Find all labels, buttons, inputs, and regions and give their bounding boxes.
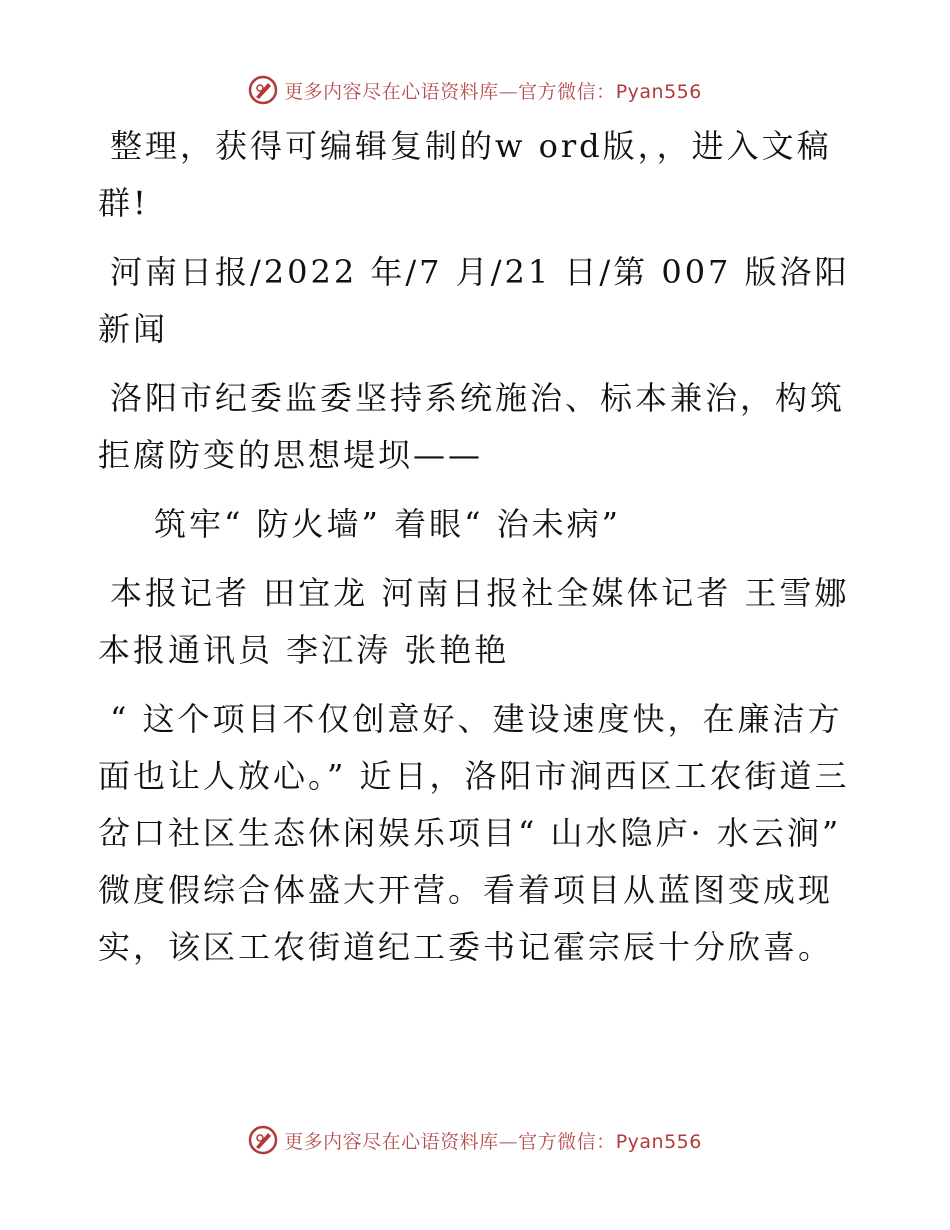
body-paragraph: “ 这个项目不仅创意好、建设速度快，在廉洁方面也让人放心。” 近日，洛阳市涧西区工农街道三岔口社区生态休闲娱乐项目“ 山水隐庐· 水云涧” 微度假综合体盛大开营。看着项目从蓝图变成现实，该区工农街道纪工委书记霍宗辰十分欣喜。 [98,700,850,966]
logo-icon [248,1125,278,1155]
article-title: 筑牢“ 防火墙” 着眼“ 治未病” [154,505,621,543]
watermark-header [0,70,950,110]
watermark-footer [0,1120,950,1160]
watermark-text: 更多内容尽在心语资料库—官方微信：Pyan556 [284,80,702,103]
source-line: 河南日报/2022 年/7 月/21 日/第 007 版洛阳新闻 [98,253,850,348]
logo-icon [248,75,278,105]
headline-lead: 洛阳市纪委监委坚持系统施治、标本兼治，构筑拒腐防变的思想堤坝—— [98,379,846,474]
intro-paragraph: 整理，获得可编辑复制的w ord版，，进入文稿群! [98,127,832,222]
byline: 本报记者 田宜龙 河南日报社全媒体记者 王雪娜 本报通讯员 李江涛 张艳艳 [98,574,850,669]
document-body [98,118,858,988]
watermark-text: 更多内容尽在心语资料库—官方微信：Pyan556 [284,1130,702,1153]
